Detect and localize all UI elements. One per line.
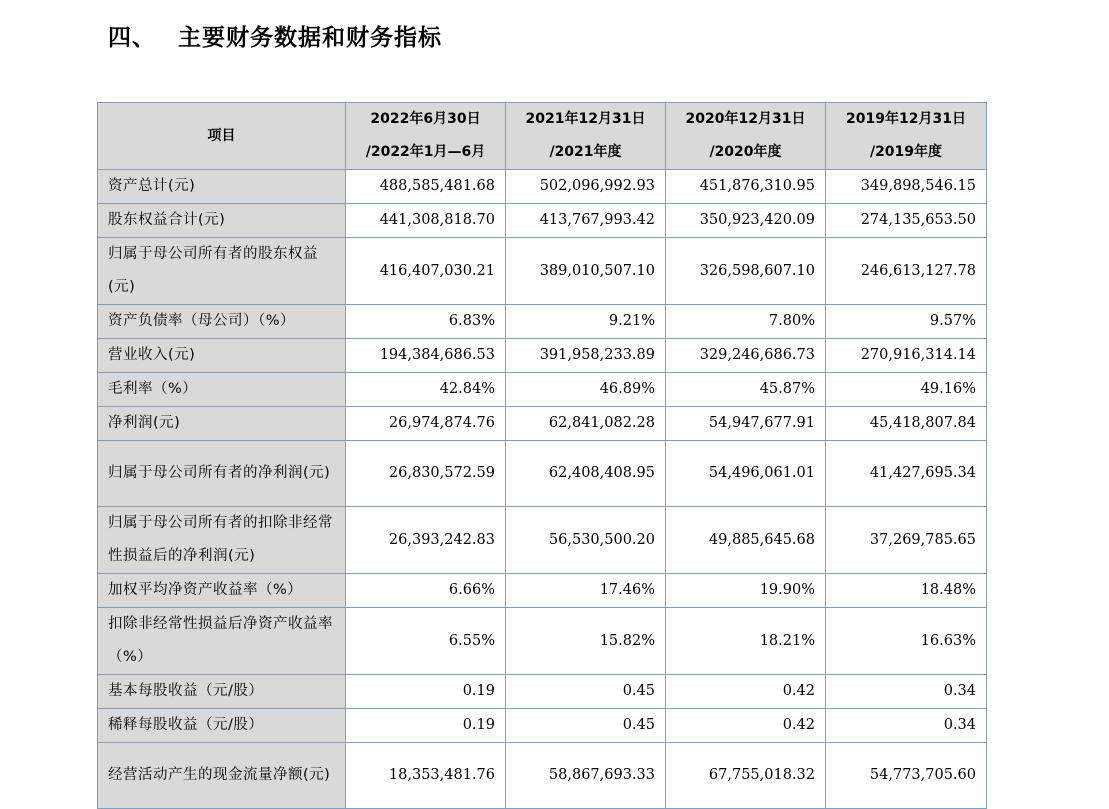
table-row [98, 339, 987, 373]
table-row [98, 305, 987, 339]
header-col-2019: 2019年12月31日 /2019年度 [826, 103, 987, 170]
table-cell: 416,407,030.21 [346, 238, 506, 305]
table-cell: 54,496,061.01 [666, 441, 826, 507]
table-row [98, 204, 987, 238]
table-cell: 9.21% [506, 305, 666, 339]
table-cell: 270,916,314.14 [826, 339, 987, 373]
header-col-2022h1: 2022年6月30日 /2022年1月—6月 [346, 103, 506, 170]
table-cell: 349,898,546.15 [826, 170, 987, 204]
section-number: 四、 [108, 25, 156, 51]
table-cell: 246,613,127.78 [826, 238, 987, 305]
table-cell: 42.84% [346, 373, 506, 407]
table-cell: 413,767,993.42 [506, 204, 666, 238]
table-row [98, 441, 987, 507]
table-row [98, 709, 987, 743]
row-label: 经营活动产生的现金流量净额(元) [98, 743, 346, 809]
table-header-row [98, 103, 987, 170]
table-cell: 56,530,500.20 [506, 507, 666, 574]
table-cell: 46.89% [506, 373, 666, 407]
row-label: 净利润(元) [98, 407, 346, 441]
table-cell: 9.57% [826, 305, 987, 339]
table-cell: 49.16% [826, 373, 987, 407]
table-cell: 441,308,818.70 [346, 204, 506, 238]
table-cell: 391,958,233.89 [506, 339, 666, 373]
row-label: 归属于母公司所有者的扣除非经常性损益后的净利润(元) [98, 507, 346, 574]
row-label: 基本每股收益（元/股） [98, 675, 346, 709]
table-row [98, 608, 987, 675]
table-cell: 19.90% [666, 574, 826, 608]
table-cell: 0.34 [826, 709, 987, 743]
table-cell: 451,876,310.95 [666, 170, 826, 204]
header-item: 项目 [98, 103, 346, 170]
table-cell: 0.19 [346, 675, 506, 709]
row-label: 归属于母公司所有者的股东权益(元) [98, 238, 346, 305]
table-cell: 58,867,693.33 [506, 743, 666, 809]
row-label: 股东权益合计(元) [98, 204, 346, 238]
table-cell: 15.82% [506, 608, 666, 675]
table-cell: 326,598,607.10 [666, 238, 826, 305]
table-cell: 26,974,874.76 [346, 407, 506, 441]
table-cell: 45.87% [666, 373, 826, 407]
table-cell: 26,830,572.59 [346, 441, 506, 507]
row-label: 归属于母公司所有者的净利润(元) [98, 441, 346, 507]
table-cell: 62,408,408.95 [506, 441, 666, 507]
table-row [98, 574, 987, 608]
table-cell: 502,096,992.93 [506, 170, 666, 204]
table-cell: 67,755,018.32 [666, 743, 826, 809]
header-col-2020: 2020年12月31日 /2020年度 [666, 103, 826, 170]
table-row [98, 507, 987, 574]
row-label: 毛利率（%） [98, 373, 346, 407]
table-row [98, 170, 987, 204]
row-label: 加权平均净资产收益率（%） [98, 574, 346, 608]
table-cell: 17.46% [506, 574, 666, 608]
table-row [98, 743, 987, 809]
table-cell: 18,353,481.76 [346, 743, 506, 809]
row-label: 营业收入(元) [98, 339, 346, 373]
table-cell: 6.55% [346, 608, 506, 675]
table-cell: 18.48% [826, 574, 987, 608]
table-cell: 0.45 [506, 709, 666, 743]
header-col-2021: 2021年12月31日 /2021年度 [506, 103, 666, 170]
row-label: 资产负债率（母公司）（%） [98, 305, 346, 339]
section-title: 主要财务数据和财务指标 [178, 25, 442, 51]
table-cell: 41,427,695.34 [826, 441, 987, 507]
table-cell: 329,246,686.73 [666, 339, 826, 373]
table-cell: 274,135,653.50 [826, 204, 987, 238]
row-label: 资产总计(元) [98, 170, 346, 204]
table-cell: 54,947,677.91 [666, 407, 826, 441]
table-cell: 0.19 [346, 709, 506, 743]
table-cell: 49,885,645.68 [666, 507, 826, 574]
table-cell: 488,585,481.68 [346, 170, 506, 204]
table-cell: 37,269,785.65 [826, 507, 987, 574]
table-cell: 0.34 [826, 675, 987, 709]
table-row [98, 373, 987, 407]
table-cell: 0.42 [666, 675, 826, 709]
table-cell: 54,773,705.60 [826, 743, 987, 809]
table-cell: 45,418,807.84 [826, 407, 987, 441]
table-cell: 350,923,420.09 [666, 204, 826, 238]
table-row [98, 675, 987, 709]
table-cell: 26,393,242.83 [346, 507, 506, 574]
row-label: 扣除非经常性损益后净资产收益率（%） [98, 608, 346, 675]
row-label: 稀释每股收益（元/股） [98, 709, 346, 743]
table-cell: 18.21% [666, 608, 826, 675]
table-row [98, 238, 987, 305]
section-heading [108, 20, 442, 56]
table-cell: 16.63% [826, 608, 987, 675]
table-cell: 62,841,082.28 [506, 407, 666, 441]
table-cell: 6.66% [346, 574, 506, 608]
financial-data-table [97, 102, 987, 809]
table-row [98, 407, 987, 441]
table-cell: 6.83% [346, 305, 506, 339]
table-cell: 0.45 [506, 675, 666, 709]
table-cell: 7.80% [666, 305, 826, 339]
table-cell: 194,384,686.53 [346, 339, 506, 373]
table-cell: 0.42 [666, 709, 826, 743]
table-cell: 389,010,507.10 [506, 238, 666, 305]
